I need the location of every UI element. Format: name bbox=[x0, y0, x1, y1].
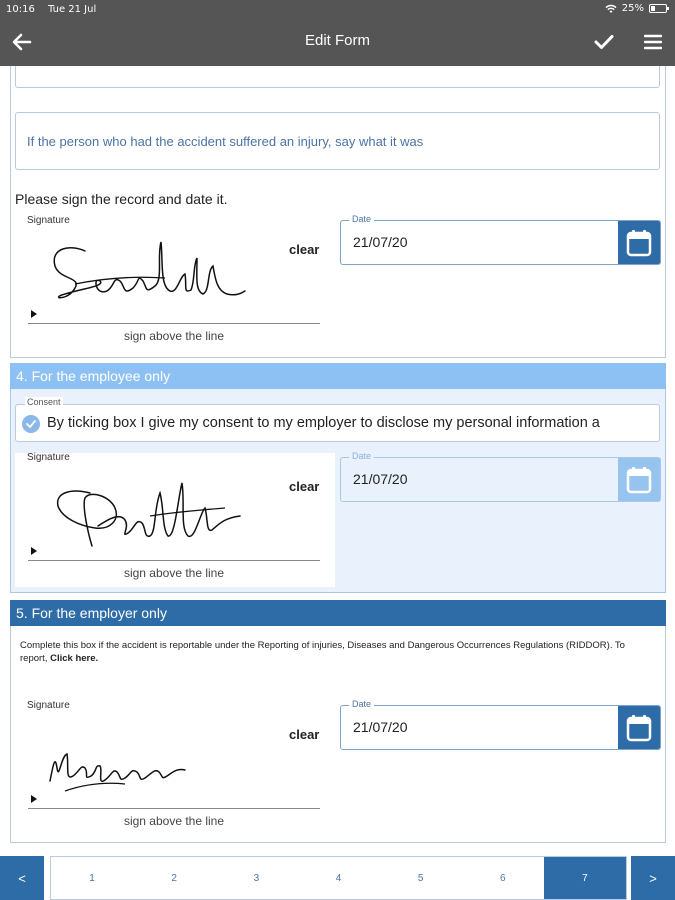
battery-percent: 25% bbox=[621, 3, 644, 14]
check-icon bbox=[26, 420, 36, 428]
signature-label: Signature bbox=[27, 700, 70, 711]
battery-icon bbox=[649, 4, 667, 13]
section-3-frame bbox=[10, 66, 666, 358]
signature-line bbox=[28, 323, 320, 324]
wifi-icon bbox=[605, 4, 617, 14]
signature-start-marker bbox=[31, 547, 37, 555]
sign-hint: sign above the line bbox=[123, 814, 225, 828]
page-7-button[interactable]: 7 bbox=[544, 857, 626, 899]
signature-label: Signature bbox=[27, 215, 70, 226]
date-value: 21/07/20 bbox=[353, 719, 408, 735]
signature-image bbox=[50, 478, 250, 548]
signature-line bbox=[28, 808, 320, 809]
date-field-section4[interactable] bbox=[340, 451, 661, 502]
hamburger-menu-icon bbox=[644, 34, 662, 50]
page-2-button[interactable]: 2 bbox=[171, 872, 177, 884]
signature-start-marker bbox=[31, 310, 37, 318]
consent-checkbox-field[interactable] bbox=[15, 404, 660, 442]
clear-signature-button[interactable]: clear bbox=[289, 242, 320, 257]
signature-image bbox=[45, 236, 255, 306]
calendar-button[interactable] bbox=[618, 706, 660, 749]
calendar-button[interactable] bbox=[618, 458, 660, 501]
checkmark-icon bbox=[594, 34, 614, 50]
prev-page-button[interactable]: < bbox=[0, 856, 44, 900]
save-button[interactable] bbox=[588, 26, 620, 58]
riddor-instructions bbox=[20, 639, 640, 665]
page-number-strip bbox=[50, 856, 627, 900]
injury-placeholder: If the person who had the accident suffered an injury, say what it was bbox=[27, 134, 424, 149]
date-label: Date bbox=[349, 699, 374, 709]
injury-description-field[interactable] bbox=[15, 112, 660, 170]
calendar-icon bbox=[626, 714, 652, 742]
consent-label: Consent bbox=[27, 397, 61, 407]
status-time: 10:16 bbox=[6, 4, 35, 15]
riddor-report-link[interactable]: Click here. bbox=[50, 653, 99, 664]
page-title: Edit Form bbox=[304, 32, 370, 49]
page-5-button[interactable]: 5 bbox=[417, 872, 424, 884]
page-1-button[interactable]: 1 bbox=[89, 872, 95, 884]
clear-signature-button[interactable]: clear bbox=[289, 727, 320, 742]
sign-prompt: Please sign the record and date it. bbox=[15, 191, 228, 207]
sign-hint: sign above the line bbox=[123, 329, 225, 343]
signature-line bbox=[28, 560, 320, 561]
consent-checkbox[interactable] bbox=[22, 415, 40, 433]
date-field-section3[interactable] bbox=[340, 214, 661, 265]
calendar-button[interactable] bbox=[618, 221, 660, 264]
page-4-button[interactable]: 4 bbox=[335, 872, 342, 884]
form-content bbox=[0, 66, 675, 856]
date-value: 21/07/20 bbox=[353, 471, 408, 487]
riddor-text: Complete this box if the accident is reportable under the Reporting of injuries, Diseases and Dangerous Occurrences Regulations (RIDDOR). To report, bbox=[20, 640, 625, 664]
signature-start-marker bbox=[31, 795, 37, 803]
sign-hint: sign above the line bbox=[123, 566, 225, 580]
pagination bbox=[0, 856, 675, 900]
calendar-icon bbox=[626, 466, 652, 494]
clear-signature-button[interactable]: clear bbox=[289, 479, 320, 494]
signature-image bbox=[45, 746, 195, 796]
consent-text: By ticking box I give my consent to my employer to disclose my personal information a bbox=[47, 415, 600, 431]
previous-text-field[interactable] bbox=[15, 66, 660, 88]
signature-label: Signature bbox=[27, 452, 70, 463]
date-label: Date bbox=[349, 451, 374, 461]
date-value: 21/07/20 bbox=[353, 234, 408, 250]
page-3-button[interactable]: 3 bbox=[253, 872, 260, 884]
status-date: Tue 21 Jul bbox=[48, 4, 97, 15]
calendar-icon bbox=[626, 229, 652, 257]
nav-bar bbox=[0, 18, 675, 66]
date-label: Date bbox=[349, 214, 374, 224]
section-5-header: 5. For the employer only bbox=[10, 600, 666, 626]
section-4-header: 4. For the employee only bbox=[10, 363, 666, 389]
status-bar bbox=[0, 0, 675, 18]
date-field-section5[interactable] bbox=[340, 699, 661, 750]
menu-button[interactable] bbox=[637, 26, 669, 58]
page-6-button[interactable]: 6 bbox=[499, 872, 506, 884]
next-page-button[interactable]: > bbox=[631, 856, 675, 900]
